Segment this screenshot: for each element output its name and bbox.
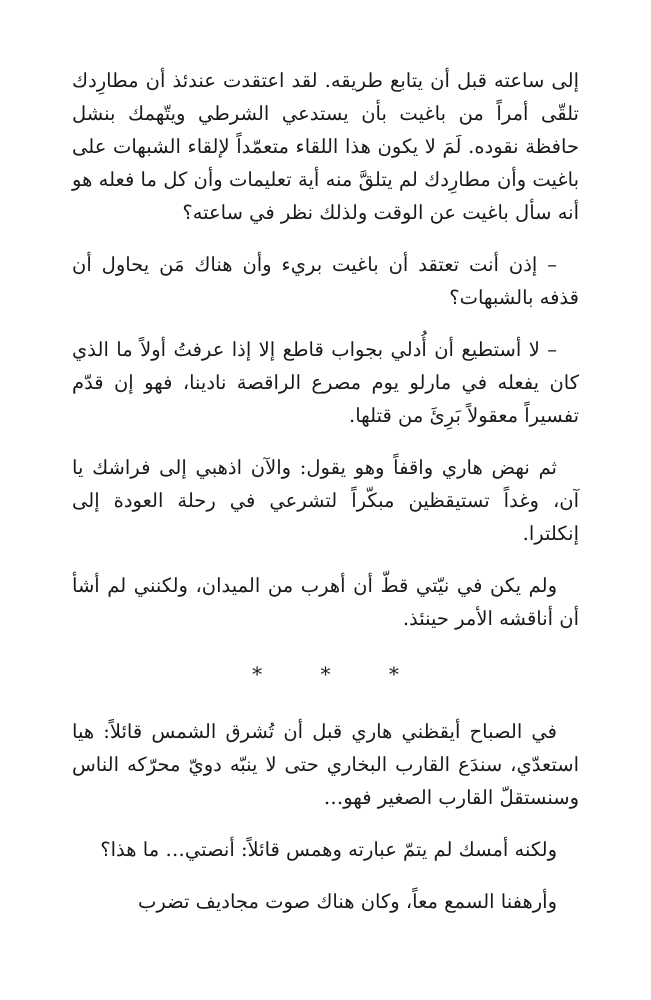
- paragraph-1: إلى ساعته قبل أن يتابع طريقه. لقد اعتقدت عندئذ أن مطارِدك تلقّى أمراً من باغيت بأن يستدعي الشرطي ويتّهمك بنشل حافظة نقوده. لَمَ لا يكون هذا اللقاء متعمّداً لإلقاء الشبهات على باغيت وأن مطارِدك لم يتلقَّ منه أية تعليمات وأن كل ما فعله هو أنه سأل باغيت عن الوقت ولذلك نظر في ساعته؟: [72, 69, 579, 224]
- section-separator: * * *: [252, 662, 425, 686]
- paragraph-2: – إذن أنت تعتقد أن باغيت بريء وأن هناك مَن يحاول أن قذفه بالشبهات؟: [72, 253, 579, 309]
- paragraph-5: ولم يكن في نيّتي قطّ أن أهرب من الميدان، ولكنني لم أشأ أن أناقشه الأمر حينئذ.: [72, 574, 579, 630]
- paragraph-7: ولكنه أمسك لم يتمّ عبارته وهمس قائلاً: أنصتي… ما هذا؟: [100, 838, 557, 861]
- paragraph-3: – لا أستطيع أن أُدلي بجواب قاطع إلا إذا عرفتُ أولاً ما الذي كان يفعله في مارلو يوم مصرع الراقصة نادينا، فهو إن قدّم تفسيراً معقولاً بَرِئَ من قتلها.: [72, 338, 579, 427]
- paragraph-4: ثم نهض هاري واقفاً وهو يقول: والآن اذهبي إلى فراشك يا آن، وغداً تستيقظين مبكّراً لتشرعي في رحلة العودة إلى إنكلترا.: [72, 456, 579, 545]
- book-page: [72, 64, 579, 937]
- paragraph-6: في الصباح أيقظني هاري قبل أن تُشرق الشمس قائلاً: هيا استعدّي، سندَع القارب البخاري حتى لا ينبّه دويّ محرّكه الناس وسنستقلّ القارب الصغير فهو…: [72, 720, 579, 809]
- paragraph-8: وأرهفنا السمع معاً، وكان هناك صوت مجاديف تضرب: [138, 890, 557, 913]
